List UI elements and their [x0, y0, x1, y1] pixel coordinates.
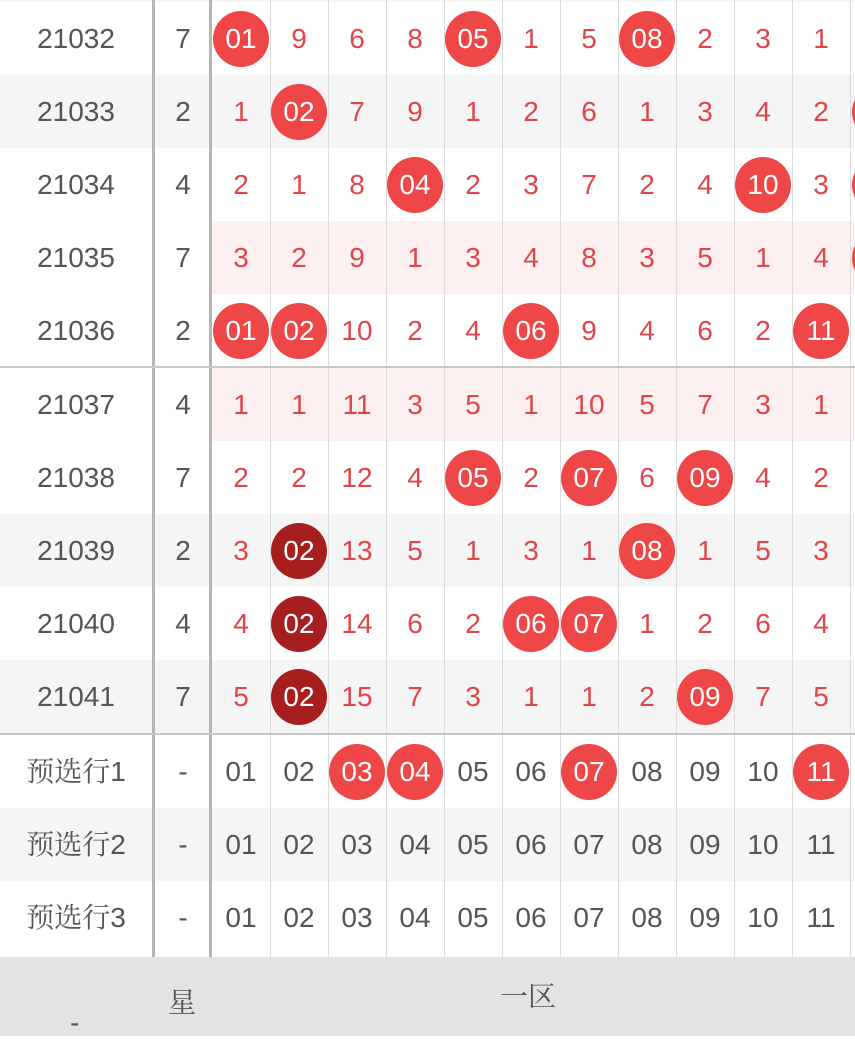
group-separator: [0, 733, 855, 735]
draw-row: [0, 221, 855, 294]
preselect-number[interactable]: 11: [806, 902, 836, 933]
omission-value: 3: [233, 242, 249, 273]
omission-value: 1: [407, 242, 423, 273]
omission-value: 5: [407, 535, 423, 566]
omission-value: 4: [407, 462, 423, 493]
omission-value: 4: [233, 608, 249, 639]
draw-row: [0, 441, 855, 514]
star-value: 7: [175, 242, 191, 273]
preselect-number[interactable]: 07: [573, 902, 605, 933]
omission-value: 9: [581, 315, 597, 346]
omission-value: 2: [639, 169, 655, 200]
period-number: 21039: [37, 535, 115, 566]
omission-value: 8: [407, 23, 423, 54]
omission-value: 1: [523, 681, 539, 712]
drawn-number-ball: 02: [271, 84, 327, 140]
omission-value: 2: [813, 96, 829, 127]
preselect-number[interactable]: 01: [225, 829, 257, 860]
preselect-number[interactable]: 03: [341, 829, 373, 860]
omission-value: 2: [465, 169, 481, 200]
preselect-number[interactable]: 02: [283, 756, 315, 787]
period-number: 21033: [37, 96, 115, 127]
omission-value: 4: [755, 462, 771, 493]
omission-value: 3: [755, 23, 771, 54]
star-value: 2: [175, 535, 191, 566]
omission-value: 3: [407, 389, 423, 420]
draw-row: [0, 368, 855, 441]
star-value: -: [178, 902, 188, 933]
preselect-number[interactable]: 11: [806, 829, 836, 860]
period-number: 21035: [37, 242, 115, 273]
omission-value: 2: [291, 462, 307, 493]
omission-value: 5: [639, 389, 655, 420]
omission-value: 3: [755, 389, 771, 420]
omission-value: 3: [813, 535, 829, 566]
drawn-number-ball[interactable]: 07: [561, 744, 617, 800]
omission-value: 7: [407, 681, 423, 712]
omission-value: 2: [697, 608, 713, 639]
column-divider: [850, 0, 851, 1036]
column-divider: [792, 0, 793, 1036]
star-value: -: [178, 829, 188, 860]
omission-value: 4: [697, 169, 713, 200]
omission-value: 2: [697, 23, 713, 54]
preselect-number[interactable]: 05: [457, 902, 489, 933]
drawn-number-ball: 02: [271, 303, 327, 359]
omission-value: 5: [697, 242, 713, 273]
omission-value: 2: [465, 608, 481, 639]
omission-value: 10: [573, 389, 605, 420]
drawn-number-ball: 08: [619, 523, 675, 579]
draw-row: [0, 148, 855, 221]
star-value: 7: [175, 23, 191, 54]
omission-value: 1: [639, 96, 655, 127]
draw-row: [0, 587, 855, 660]
omission-value: 2: [639, 681, 655, 712]
omission-value: 3: [639, 242, 655, 273]
period-number: 21037: [37, 389, 115, 420]
omission-value: 1: [233, 389, 249, 420]
omission-value: 10: [341, 315, 373, 346]
omission-value: 1: [813, 389, 829, 420]
omission-value: 15: [341, 681, 373, 712]
preselect-number[interactable]: 04: [399, 902, 431, 933]
preselect-number[interactable]: 08: [631, 902, 663, 933]
star-value: 2: [175, 315, 191, 346]
omission-value: 5: [581, 23, 597, 54]
drawn-number-ball: 11: [793, 303, 849, 359]
omission-value: 1: [581, 681, 597, 712]
column-divider: [676, 0, 677, 1036]
omission-value: 2: [523, 96, 539, 127]
omission-value: 4: [639, 315, 655, 346]
footer-period-label: -: [70, 1007, 80, 1038]
star-value: 2: [175, 96, 191, 127]
omission-value: 6: [349, 23, 365, 54]
omission-value: 4: [813, 608, 829, 639]
preselect-label: 预选行1: [26, 756, 126, 787]
period-number: 21032: [37, 23, 115, 54]
drawn-number-ball: 07: [561, 596, 617, 652]
omission-value: 12: [341, 462, 373, 493]
preselect-number[interactable]: 07: [573, 829, 605, 860]
omission-value: 7: [697, 389, 713, 420]
omission-value: 2: [233, 462, 249, 493]
group-separator: [0, 366, 855, 368]
footer-star-label: 星: [168, 987, 197, 1018]
repeat-number-ball: 02: [271, 596, 327, 652]
omission-value: 4: [523, 242, 539, 273]
preselect-number[interactable]: 02: [283, 902, 315, 933]
omission-value: 2: [523, 462, 539, 493]
column-divider: [270, 0, 271, 1036]
period-number: 21034: [37, 169, 115, 200]
omission-value: 8: [349, 169, 365, 200]
preselect-number[interactable]: 08: [631, 829, 663, 860]
period-number: 21041: [37, 681, 115, 712]
preselect-number[interactable]: 10: [747, 756, 779, 787]
drawn-number-ball: 01: [213, 11, 269, 67]
star-value: 4: [175, 169, 191, 200]
omission-value: 1: [465, 96, 481, 127]
preselect-number[interactable]: 09: [689, 756, 721, 787]
preselect-row[interactable]: [0, 881, 855, 954]
omission-value: 4: [755, 96, 771, 127]
omission-value: 6: [755, 608, 771, 639]
repeat-number-ball: 02: [271, 523, 327, 579]
omission-value: 1: [523, 389, 539, 420]
omission-value: 2: [755, 315, 771, 346]
omission-value: 2: [813, 462, 829, 493]
footer-zone-label: 一区: [500, 981, 557, 1012]
column-divider: [209, 0, 212, 1036]
omission-value: 1: [465, 535, 481, 566]
omission-value: 7: [349, 96, 365, 127]
draw-row: [0, 514, 855, 587]
omission-value: 1: [523, 23, 539, 54]
drawn-number-ball: 01: [213, 303, 269, 359]
preselect-number[interactable]: 02: [283, 829, 315, 860]
omission-value: 1: [291, 169, 307, 200]
column-divider: [152, 0, 155, 1036]
omission-value: 4: [465, 315, 481, 346]
omission-value: 4: [813, 242, 829, 273]
column-divider: [502, 0, 503, 1036]
drawn-number-ball: 07: [561, 450, 617, 506]
preselect-number[interactable]: 10: [747, 829, 779, 860]
drawn-number-ball: 05: [445, 11, 501, 67]
drawn-number-ball: 05: [445, 450, 501, 506]
draw-row: [0, 294, 855, 367]
drawn-number-ball: 09: [677, 669, 733, 725]
omission-value: 9: [291, 23, 307, 54]
preselect-number[interactable]: 05: [457, 829, 489, 860]
omission-value: 1: [697, 535, 713, 566]
omission-value: 11: [342, 389, 372, 420]
preselect-number[interactable]: 06: [515, 829, 547, 860]
omission-value: 6: [581, 96, 597, 127]
omission-value: 7: [581, 169, 597, 200]
omission-value: 1: [233, 96, 249, 127]
column-divider: [734, 0, 735, 1036]
drawn-number-ball: 06: [503, 303, 559, 359]
omission-value: 8: [581, 242, 597, 273]
drawn-number-ball: 08: [619, 11, 675, 67]
omission-value: 1: [755, 242, 771, 273]
star-value: -: [178, 756, 188, 787]
omission-value: 14: [341, 608, 373, 639]
omission-value: 6: [407, 608, 423, 639]
column-divider: [444, 0, 445, 1036]
star-value: 4: [175, 608, 191, 639]
drawn-number-ball[interactable]: 04: [387, 744, 443, 800]
preselect-number[interactable]: 06: [515, 902, 547, 933]
period-number: 21038: [37, 462, 115, 493]
omission-value: 3: [523, 535, 539, 566]
preselect-row[interactable]: [0, 735, 855, 808]
omission-value: 3: [813, 169, 829, 200]
omission-value: 1: [639, 608, 655, 639]
omission-value: 2: [407, 315, 423, 346]
preselect-number[interactable]: 09: [689, 829, 721, 860]
preselect-label: 预选行3: [26, 902, 126, 933]
preselect-number[interactable]: 03: [341, 902, 373, 933]
drawn-number-ball[interactable]: 11: [793, 744, 849, 800]
preselect-label: 预选行2: [26, 829, 126, 860]
drawn-number-ball: 09: [677, 450, 733, 506]
omission-value: 3: [697, 96, 713, 127]
repeat-number-ball: 02: [271, 669, 327, 725]
omission-value: 13: [341, 535, 373, 566]
omission-value: 5: [233, 681, 249, 712]
period-number: 21040: [37, 608, 115, 639]
omission-value: 1: [291, 389, 307, 420]
preselect-number[interactable]: 09: [689, 902, 721, 933]
draw-row: [0, 75, 855, 148]
omission-value: 9: [349, 242, 365, 273]
omission-value: 9: [407, 96, 423, 127]
star-value: 7: [175, 462, 191, 493]
draw-row: [0, 2, 855, 75]
column-divider: [560, 0, 561, 1036]
preselect-number[interactable]: 08: [631, 756, 663, 787]
omission-value: 3: [465, 242, 481, 273]
omission-value: 1: [813, 23, 829, 54]
column-divider: [618, 0, 619, 1036]
preselect-number[interactable]: 01: [225, 756, 257, 787]
table-footer: [0, 957, 855, 1036]
omission-value: 6: [697, 315, 713, 346]
column-divider: [328, 0, 329, 1036]
preselect-number[interactable]: 04: [399, 829, 431, 860]
star-value: 7: [175, 681, 191, 712]
star-value: 4: [175, 389, 191, 420]
period-number: 21036: [37, 315, 115, 346]
drawn-number-ball: 06: [503, 596, 559, 652]
draw-row: [0, 660, 855, 733]
drawn-number-ball: 04: [387, 157, 443, 213]
omission-value: 5: [465, 389, 481, 420]
omission-value: 7: [755, 681, 771, 712]
preselect-number[interactable]: 01: [225, 902, 257, 933]
preselect-number[interactable]: 10: [747, 902, 779, 933]
column-divider: [386, 0, 387, 1036]
omission-value: 2: [233, 169, 249, 200]
omission-value: 6: [639, 462, 655, 493]
preselect-number[interactable]: 05: [457, 756, 489, 787]
omission-value: 3: [233, 535, 249, 566]
preselect-row[interactable]: [0, 808, 855, 881]
drawn-number-ball[interactable]: 03: [329, 744, 385, 800]
omission-value: 3: [523, 169, 539, 200]
omission-value: 3: [465, 681, 481, 712]
omission-value: 1: [581, 535, 597, 566]
drawn-number-ball: 10: [735, 157, 791, 213]
omission-value: 5: [813, 681, 829, 712]
omission-value: 2: [291, 242, 307, 273]
omission-value: 5: [755, 535, 771, 566]
preselect-number[interactable]: 06: [515, 756, 547, 787]
